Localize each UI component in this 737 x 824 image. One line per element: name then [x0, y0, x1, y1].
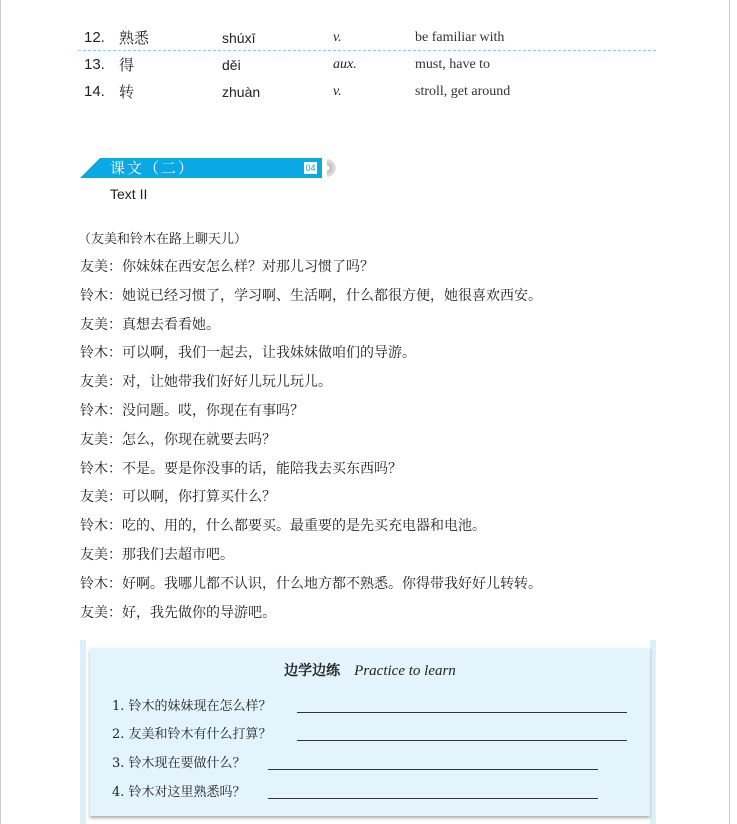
audio-track-number: 04 [305, 163, 316, 173]
scene-description: （友美和铃木在路上聊天儿） [78, 232, 248, 247]
vocab-pinyin: děi [222, 57, 241, 73]
dialogue-line: 友美：怎么，你现在就要去吗？ [80, 431, 276, 448]
vocab-row [0, 81, 737, 103]
vocab-row [0, 54, 737, 76]
question: 1. 铃木的妹妹现在怎么样？ [112, 699, 272, 714]
dialogue-line: 铃木：吃的、用的，什么都要买。最重要的是先买充电器和电池。 [80, 518, 486, 535]
practice-box [90, 648, 650, 816]
vocab-number: 12. [84, 29, 105, 46]
vocab-pos: v. [333, 30, 342, 45]
dialogue-line: 铃木：不是。要是你没事的话，能陪我去买东西吗？ [80, 460, 402, 477]
vocab-english: stroll, get around [415, 84, 511, 99]
dotted-divider [78, 50, 656, 51]
question: 4. 铃木对这里熟悉吗？ [112, 785, 246, 800]
vocab-number: 14. [84, 83, 105, 100]
box-side-bar [650, 640, 656, 824]
dialogue-line: 友美：对，让她带我们好好儿玩儿玩儿。 [80, 374, 332, 391]
dialogue-line: 铃木：她说已经习惯了，学习啊、生活啊，什么都很方便，她很喜欢西安。 [80, 287, 542, 304]
answer-line[interactable] [297, 740, 627, 741]
answer-line[interactable] [297, 712, 627, 713]
dialogue-line: 铃木：好啊。我哪儿都不认识，什么地方都不熟悉。你得带我好好儿转转。 [80, 575, 542, 592]
dialogue-line: 铃木：没问题。哎，你现在有事吗？ [80, 403, 304, 419]
vocab-pos: v. [333, 84, 342, 99]
answer-line[interactable] [268, 769, 598, 770]
vocab-number: 13. [84, 56, 105, 73]
dialogue-line: 友美：那我们去超市吧。 [80, 547, 234, 563]
dialogue-line: 友美：可以啊，你打算买什么？ [80, 489, 276, 506]
vocab-pos: aux. [333, 57, 357, 72]
vocab-hanzi: 转 [119, 83, 135, 101]
dialogue-line: 友美：你妹妹在西安怎么样？对那儿习惯了吗？ [80, 259, 374, 275]
dialogue-line: 友美：好，我先做你的导游吧。 [80, 604, 276, 621]
practice-title [90, 660, 650, 680]
question: 2. 友美和铃木有什么打算？ [112, 727, 272, 742]
vocab-hanzi: 得 [119, 56, 135, 74]
vocab-row [0, 27, 737, 49]
question: 3. 铃木现在要做什么？ [112, 756, 246, 771]
section-title: 课文（二） [110, 159, 196, 177]
vocab-english: be familiar with [415, 30, 505, 45]
answer-line[interactable] [268, 798, 598, 799]
vocab-pinyin: zhuàn [222, 84, 261, 100]
dialogue-line: 友美：真想去看看她。 [80, 316, 220, 333]
practice-title-en: Practice to learn [354, 663, 456, 679]
section-subtitle: Text II [110, 186, 148, 202]
vocab-pinyin: shúxī [222, 30, 256, 46]
dialogue-line: 铃木：可以啊，我们一起去，让我妹妹做咱们的导游。 [80, 345, 416, 362]
page-edge-right [729, 0, 730, 824]
vocab-english: must, have to [415, 57, 491, 72]
box-side-bar [80, 640, 86, 824]
vocab-hanzi: 熟悉 [119, 29, 150, 47]
page-edge-left [0, 0, 1, 824]
practice-title-cn: 边学边练 [284, 663, 341, 679]
